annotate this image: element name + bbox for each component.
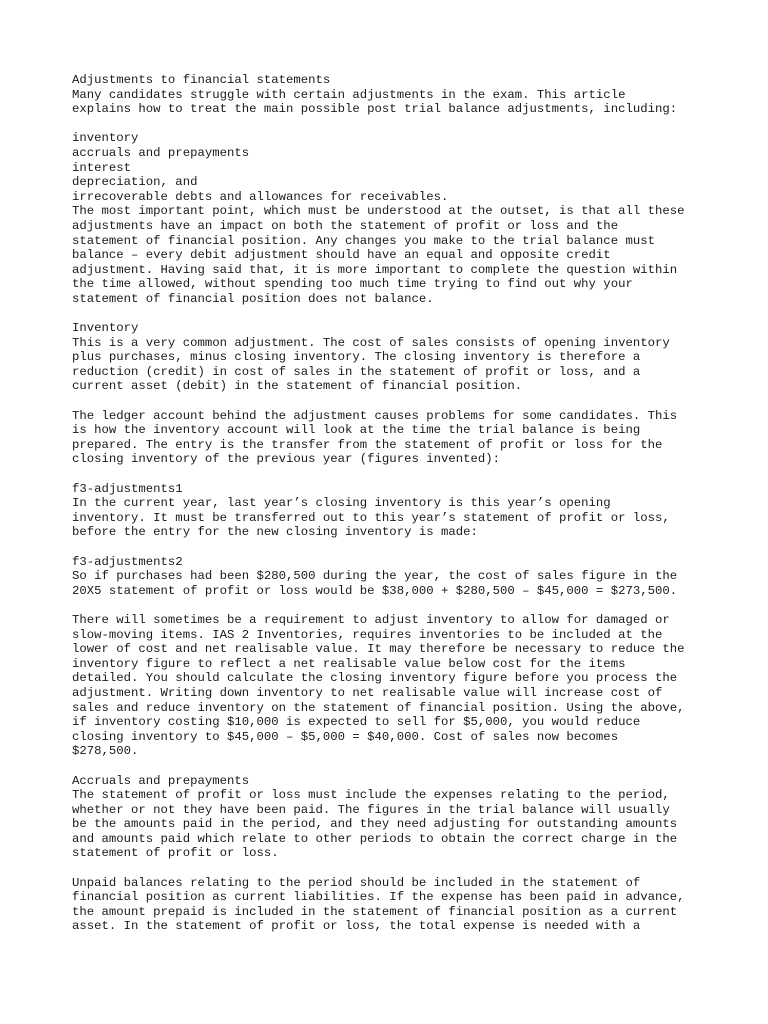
text-line: The most important point, which must be understood at the outset, is that all these xyxy=(72,204,685,219)
text-line: There will sometimes be a requirement to adjust inventory to allow for damaged or xyxy=(72,612,670,627)
text-line: depreciation, and xyxy=(72,175,198,190)
document-body xyxy=(72,73,732,934)
text-line: closing inventory to $45,000 – $5,000 = $40,000. Cost of sales now becomes xyxy=(72,729,619,744)
text-line: adjustments have an impact on both the statement of profit or loss and the xyxy=(72,218,619,233)
text-line: interest xyxy=(72,160,132,175)
text-line: balance – every debit adjustment should have an equal and opposite credit xyxy=(72,248,611,263)
paragraph-spacer xyxy=(72,467,732,482)
text-line: This is a very common adjustment. The cost of sales consists of opening inventory xyxy=(72,335,670,350)
text-line: Adjustments to financial statements xyxy=(72,73,331,87)
text-line: $278,500. xyxy=(72,744,139,759)
text-line: In the current year, last year’s closing inventory is this year’s opening xyxy=(72,496,611,511)
paragraph-spacer xyxy=(72,394,732,409)
text-line: irrecoverable debts and allowances for receivables. xyxy=(72,189,449,204)
paragraph-spacer xyxy=(72,861,732,876)
text-line: explains how to treat the main possible post trial balance adjustments, including: xyxy=(72,102,678,117)
paragraph-spacer xyxy=(72,759,732,774)
inventory-paragraph-1 xyxy=(72,336,732,394)
text-line: statement of financial position does not balance. xyxy=(72,291,434,306)
text-line: accruals and prepayments xyxy=(72,145,250,160)
accruals-paragraph-2 xyxy=(72,876,732,934)
text-line: before the entry for the new closing inventory is made: xyxy=(72,525,478,540)
text-line: the time allowed, without spending too much time trying to find out why your xyxy=(72,277,633,292)
text-line: plus purchases, minus closing inventory. The closing inventory is therefore a xyxy=(72,350,641,365)
text-line: Accruals and prepayments xyxy=(72,773,250,788)
accruals-heading xyxy=(72,774,732,789)
text-line: statement of profit or loss. xyxy=(72,846,279,861)
text-line: inventory xyxy=(72,131,139,146)
figure-label-1 xyxy=(72,482,732,497)
figure-label-2 xyxy=(72,555,732,570)
intro-paragraph xyxy=(72,88,732,117)
text-line: sales and reduce inventory on the statement of financial position. Using the above, xyxy=(72,700,685,715)
doc-title xyxy=(72,73,732,88)
text-line: f3-adjustments2 xyxy=(72,554,183,569)
text-line: is how the inventory account will look at the time the trial balance is being xyxy=(72,423,641,438)
text-line: 20X5 statement of profit or loss would be $38,000 + $280,500 – $45,000 = $273,500. xyxy=(72,583,678,598)
important-point-paragraph xyxy=(72,204,732,306)
text-line: reduction (credit) in cost of sales in the statement of profit or loss, and a xyxy=(72,364,641,379)
text-line: slow-moving items. IAS 2 Inventories, requires inventories to be included at the xyxy=(72,627,663,642)
text-line: statement of financial position. Any changes you make to the trial balance must xyxy=(72,233,655,248)
paragraph-spacer xyxy=(72,117,732,132)
paragraph-spacer xyxy=(72,307,732,322)
text-line: adjustment. Having said that, it is more important to complete the question within xyxy=(72,262,678,277)
text-line: adjustment. Writing down inventory to net realisable value will increase cost of xyxy=(72,685,663,700)
text-line: f3-adjustments1 xyxy=(72,481,183,496)
text-line: So if purchases had been $280,500 during the year, the cost of sales figure in the xyxy=(72,569,678,584)
text-line: asset. In the statement of profit or loss, the total expense is needed with a xyxy=(72,919,641,934)
topics-list xyxy=(72,131,732,204)
accruals-paragraph-1 xyxy=(72,788,732,861)
text-line: Many candidates struggle with certain adjustments in the exam. This article xyxy=(72,87,626,102)
text-line: Inventory xyxy=(72,321,139,336)
text-line: inventory. It must be transferred out to this year’s statement of profit or loss, xyxy=(72,510,670,525)
text-line: closing inventory of the previous year (figures invented): xyxy=(72,452,501,467)
text-line: if inventory costing $10,000 is expected to sell for $5,000, you would reduce xyxy=(72,715,641,730)
text-line: prepared. The entry is the transfer from the statement of profit or loss for the xyxy=(72,437,663,452)
text-line: current asset (debit) in the statement of financial position. xyxy=(72,379,523,394)
inventory-paragraph-3 xyxy=(72,496,732,540)
text-line: lower of cost and net realisable value. It may therefore be necessary to reduce the xyxy=(72,642,685,657)
text-line: whether or not they have been paid. The figures in the trial balance will usually xyxy=(72,802,670,817)
inventory-paragraph-2 xyxy=(72,409,732,467)
inventory-heading xyxy=(72,321,732,336)
paragraph-spacer xyxy=(72,540,732,555)
text-line: The statement of profit or loss must include the expenses relating to the period, xyxy=(72,788,670,803)
text-line: The ledger account behind the adjustment causes problems for some candidates. This xyxy=(72,408,678,423)
text-line: detailed. You should calculate the closing inventory figure before you process the xyxy=(72,671,678,686)
text-line: be the amounts paid in the period, and they need adjusting for outstanding amounts xyxy=(72,817,678,832)
text-line: Unpaid balances relating to the period should be included in the statement of xyxy=(72,875,641,890)
inventory-paragraph-4 xyxy=(72,569,732,598)
inventory-paragraph-5 xyxy=(72,613,732,759)
text-line: the amount prepaid is included in the statement of financial position as a current xyxy=(72,904,678,919)
paragraph-spacer xyxy=(72,598,732,613)
text-line: inventory figure to reflect a net realisable value below cost for the items xyxy=(72,656,626,671)
text-line: and amounts paid which relate to other periods to obtain the correct charge in the xyxy=(72,831,678,846)
text-line: financial position as current liabilities. If the expense has been paid in advance, xyxy=(72,890,685,905)
